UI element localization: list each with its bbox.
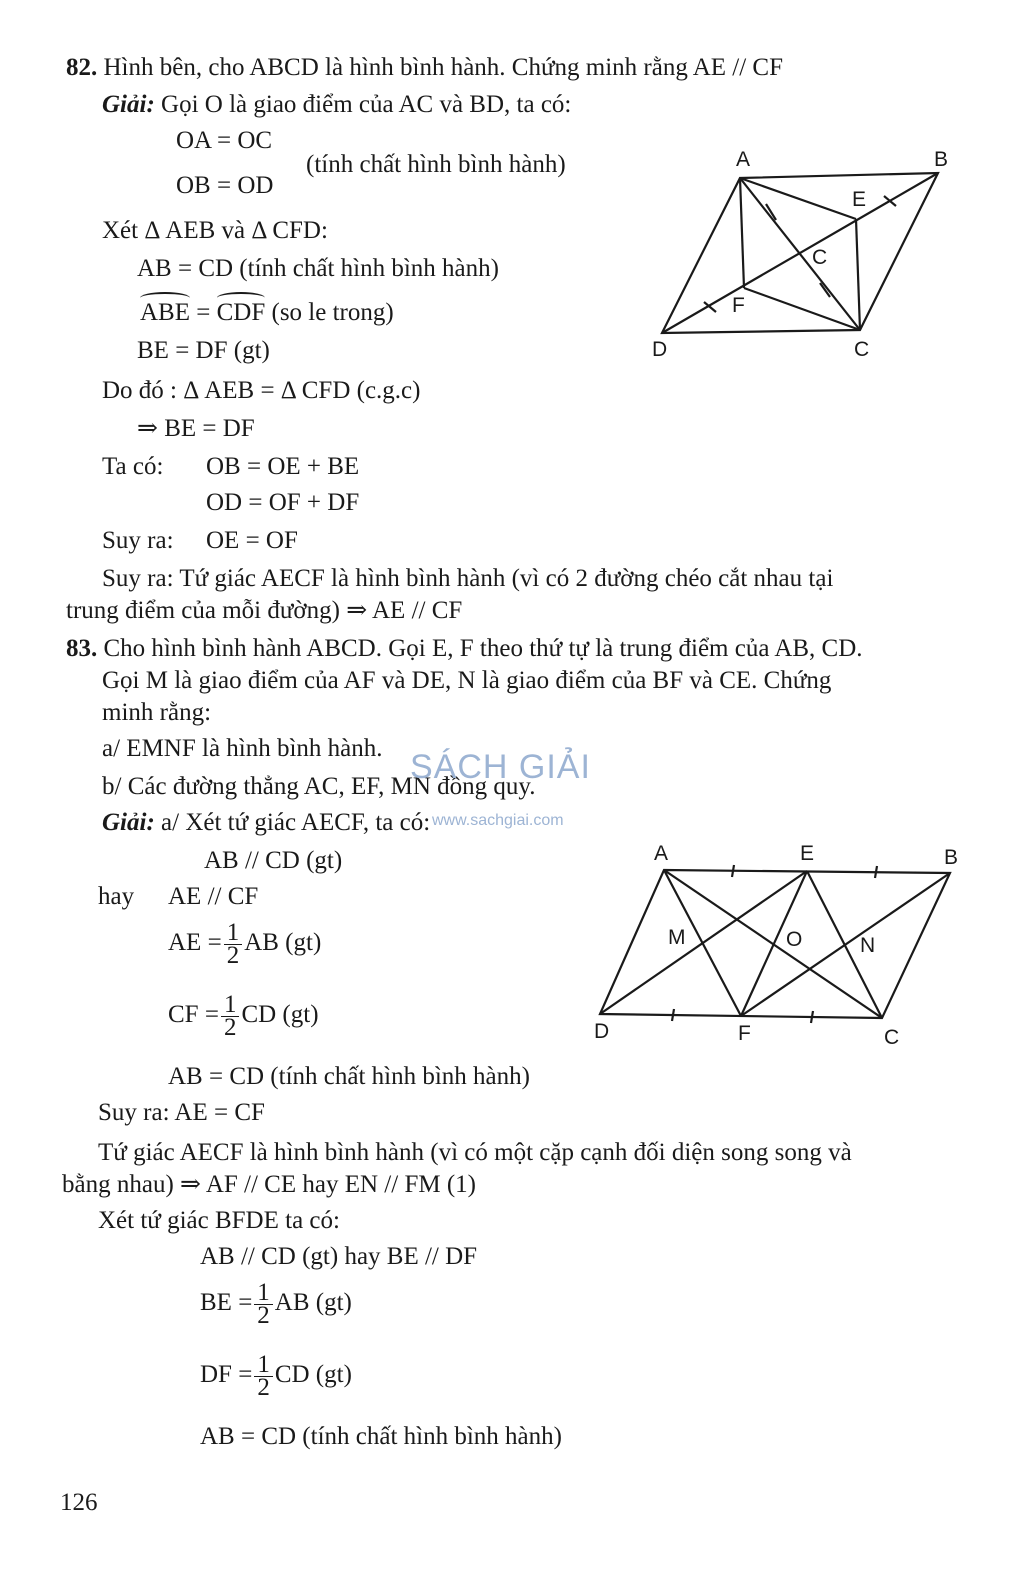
fraction-half: $\frac{1}{2}$ <box>254 1282 273 1327</box>
angle-cdf: CDF <box>216 299 266 326</box>
label-d: D <box>594 1020 610 1043</box>
conclusion-line-2: trung điểm của mỗi đường) ⇒ AE // CF <box>66 597 463 624</box>
page-number: 126 <box>60 1489 98 1516</box>
solution-intro-83: Giải: a/ Xét tứ giác AECF, ta có: <box>102 809 431 836</box>
eq-ab-cd: AB = CD (tính chất hình bình hành) <box>137 255 499 282</box>
eq-df-half-cd: DF = $\frac{1}{2}$ CD (gt) <box>200 1351 352 1401</box>
eq-od-sum: OD = OF + DF <box>206 489 360 516</box>
label-d: D <box>652 338 668 361</box>
label-b: B <box>934 148 949 171</box>
reason: (so le trong) <box>271 299 394 326</box>
problem-82-statement <box>66 53 783 83</box>
consider-bfde: Xét tứ giác BFDE ta có: <box>98 1207 340 1234</box>
label-e: E <box>852 188 867 211</box>
eq-oa-oc: OA = OC <box>176 127 273 154</box>
label-n: N <box>860 934 876 957</box>
figure-parallelogram-2 <box>588 840 968 1060</box>
problem-83-line-3: minh rằng: <box>102 699 212 726</box>
fraction-half: $\frac{1}{2}$ <box>254 1354 273 1399</box>
watermark-url: www.sachgiai.com <box>432 812 564 829</box>
label-f: F <box>738 1022 751 1045</box>
label-a: A <box>654 842 669 865</box>
congruence: Do đó : Δ AEB = Δ CFD (c.g.c) <box>102 377 421 404</box>
eq-ob-sum: OB = OE + BE <box>206 453 360 480</box>
part-b: b/ Các đường thẳng AC, EF, MN đồng quy. <box>102 773 536 800</box>
watermark-brand: SÁCH GIẢI <box>410 748 591 786</box>
angle-abe: ABE <box>140 299 190 326</box>
problem-number: 83. <box>66 635 98 662</box>
eq-ob-od: OB = OD <box>176 172 274 199</box>
conclusion-line-1: Suy ra: Tứ giác AECF là hình bình hành (vì có 2 đường chéo cắt nhau tại <box>102 565 834 592</box>
hay-label: hay <box>98 883 135 910</box>
problem-number: 82. <box>66 54 98 81</box>
aecf-conclusion-1: Tứ giác AECF là hình bình hành (vì có một cặp cạnh đối diện song song và <box>98 1139 852 1166</box>
label-c: C <box>854 338 870 361</box>
eq-oe-of: OE = OF <box>206 527 298 554</box>
eq-ae-half-ab: AE = $\frac{1}{2}$ AB (gt) <box>168 919 322 969</box>
consider-triangles: Xét Δ AEB và Δ CFD: <box>102 217 328 244</box>
part-a: a/ EMNF là hình bình hành. <box>102 735 383 762</box>
problem-83-line-2: Gọi M là giao điểm của AF và DE, N là giao điểm của BF và CE. Chứng <box>102 667 832 694</box>
label-a: A <box>736 148 751 171</box>
ta-co-label: Ta có: <box>102 453 164 480</box>
eq-ab-parallel-cd: AB // CD (gt) <box>204 847 343 874</box>
fraction-half: $\frac{1}{2}$ <box>224 922 243 967</box>
eq-be-df: BE = DF (gt) <box>137 337 270 364</box>
solution-text: Gọi O là giao điểm của AC và BD, ta có: <box>161 91 572 118</box>
property-note: (tính chất hình bình hành) <box>306 151 566 178</box>
aecf-conclusion-2: bằng nhau) ⇒ AF // CE hay EN // FM (1) <box>62 1171 476 1198</box>
eq-be-parallel-df: AB // CD (gt) hay BE // DF <box>200 1243 478 1270</box>
eq-be-half-ab: BE = $\frac{1}{2}$ AB (gt) <box>200 1279 352 1329</box>
eq-ab-cd-bfde: AB = CD (tính chất hình bình hành) <box>200 1423 562 1450</box>
solution-label: Giải: <box>102 809 155 836</box>
suy-ra-label: Suy ra: <box>102 527 174 554</box>
problem-83-line-1: 83. Cho hình bình hành ABCD. Gọi E, F theo thứ tự là trung điểm của AB, CD. <box>66 635 863 662</box>
label-c: C <box>884 1026 900 1049</box>
label-f: F <box>732 294 745 317</box>
eq-ab-cd-83: AB = CD (tính chất hình bình hành) <box>168 1063 530 1090</box>
implication: ⇒ BE = DF <box>137 415 255 442</box>
eq-ae-parallel-cf: AE // CF <box>168 883 259 910</box>
label-o: C <box>812 246 828 269</box>
suy-ra-ae-cf: Suy ra: AE = CF <box>98 1099 265 1126</box>
solution-label: Giải: <box>102 91 155 118</box>
solution-intro <box>102 90 571 120</box>
label-m: M <box>668 926 686 949</box>
label-e: E <box>800 842 815 865</box>
label-o: O <box>786 928 803 951</box>
angle-equality: ABE = CDF (so le trong) <box>140 299 394 326</box>
problem-text: Hình bên, cho ABCD là hình bình hành. Chứng minh rằng AE // CF <box>103 54 784 81</box>
figure-parallelogram-1 <box>640 140 970 370</box>
label-b: B <box>944 846 959 869</box>
fraction-half: $\frac{1}{2}$ <box>221 994 240 1039</box>
eq-cf-half-cd: CF = $\frac{1}{2}$ CD (gt) <box>168 991 319 1041</box>
